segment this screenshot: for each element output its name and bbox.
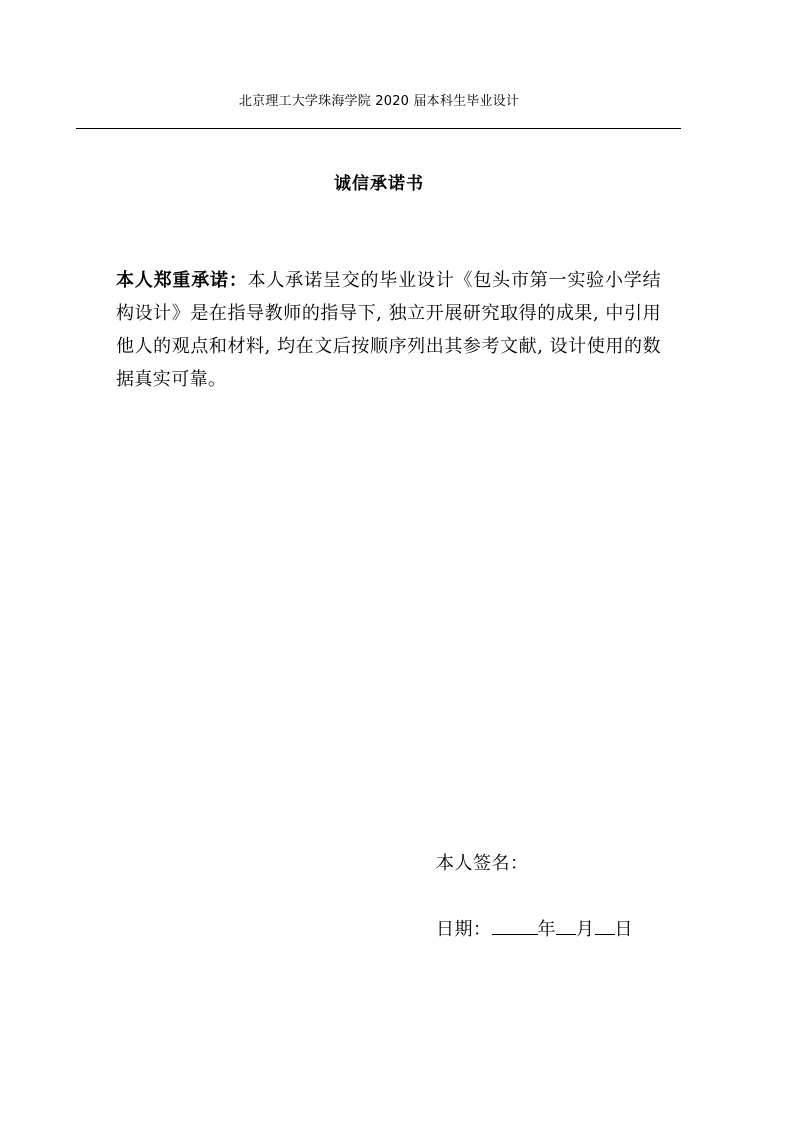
signature-label: 本人签名： <box>436 853 529 874</box>
date-line <box>436 914 633 944</box>
pledge-paragraph <box>116 264 661 396</box>
header-rule <box>76 128 681 129</box>
day-label: 日 <box>614 919 633 940</box>
document-title: 诚信承诺书 <box>334 174 424 194</box>
year-label: 年 <box>537 919 556 940</box>
pledge-lead: 本人郑重承诺： <box>116 270 248 291</box>
month-label: 月 <box>576 919 595 940</box>
date-label: 日期： <box>436 919 492 940</box>
day-blank[interactable] <box>595 914 615 935</box>
signature-line <box>436 850 529 878</box>
pledge-body: 本人承诺呈交的毕业设计《包头市第一实验小学结构设计》是在指导教师的指导下, 独立开展研究取得的成果, 中引用他人的观点和材料, 均在文后按顺序列出其参考文献, 设计使用的数据真实可靠。 <box>116 270 661 390</box>
page-header: 北京理工大学珠海学院 2020 届本科生毕业设计 <box>238 94 520 109</box>
year-blank[interactable] <box>492 914 538 935</box>
month-blank[interactable] <box>556 914 576 935</box>
